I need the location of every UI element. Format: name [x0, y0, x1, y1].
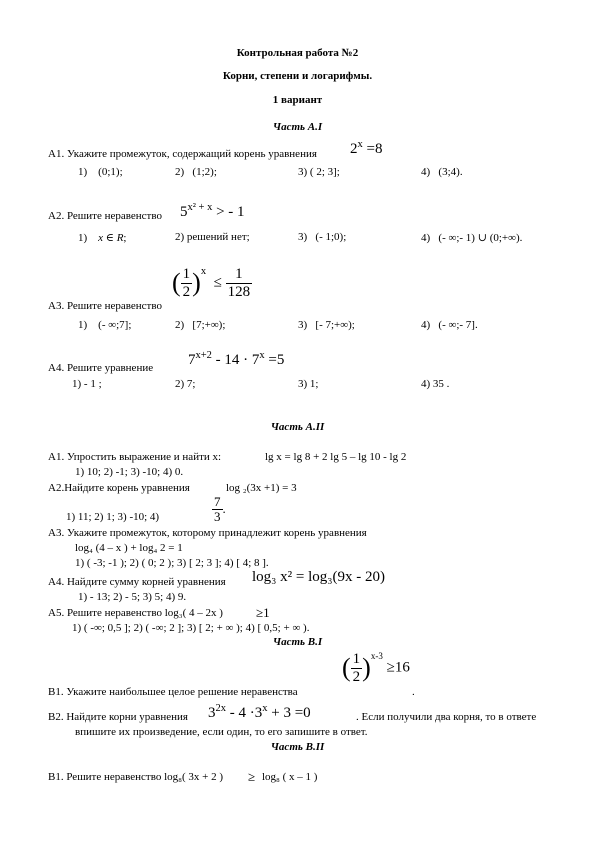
a4-question: А4. Решите уравнение [48, 362, 154, 374]
a3-option-1: 1) (- ∞;7]; [78, 319, 132, 331]
part-b1-title: Часть В.I [272, 636, 323, 648]
a2-option-1: 1) x ∈ R; [78, 232, 127, 244]
b2-question: В2. Найдите корни уравнения [48, 711, 188, 723]
document-title: Контрольная работа №2 [236, 47, 359, 59]
b1-question: В1. Укажите наибольшее целое решение неравенства [48, 686, 298, 698]
a1-equation [350, 139, 382, 158]
a2-question-text: А2. Решите неравенство [48, 210, 162, 222]
a1-eq-exp: x [357, 139, 363, 150]
a2-3-equation: log₄ (4 – x ) + log₄ 2 = 1 [75, 542, 183, 554]
a2-4-options: 1) - 13; 2) - 5; 3) 5; 4) 9. [78, 591, 187, 603]
a2-4-question: А4. Найдите сумму корней уравнения [48, 576, 226, 588]
b1-end: . [412, 686, 415, 698]
a2-option-2: 2) решений нет; [175, 231, 250, 243]
a1-option-2: 2) (1;2); [175, 166, 217, 178]
b2-1-rhs: log₈ ( x – 1 ) [262, 771, 318, 783]
variant-label: 1 вариант [272, 94, 323, 106]
a3-option-2: 2) [7;+∞); [175, 319, 226, 331]
a4-option-1: 1) - 1 ; [72, 378, 102, 390]
a4-equation: $7^{x+2} - 14 \cdot 7^x =5$ [188, 350, 285, 368]
a3-option-4: 4) (- ∞;- 7]. [421, 319, 478, 331]
a2-5-options: 1) ( -∞; 0,5 ]; 2) ( -∞; 2 ]; 3) [ 2; + ∞ ); 4) [ 0,5; + ∞ ). [72, 622, 310, 634]
a1-option-4: 4) (3;4). [421, 166, 463, 178]
a1-option-1: 1) (0;1); [78, 166, 123, 178]
a2-2-equation: log ₂(3x +1) = 3 [226, 482, 297, 494]
a2-5-question: А5. Решите неравенство log₃( 4 – 2x ) [48, 607, 223, 619]
a2-equation: $5^{x^2 + x}$ > - 1 [180, 202, 245, 220]
a3-frac: $\frac{1}{2}$ [182, 266, 191, 300]
a2-2-options: 1) 11; 2) 1; 3) -10; 4) [66, 511, 160, 523]
a2-5-relation: ≥1 [256, 605, 270, 620]
part-a1-title: Часть А.I [272, 121, 323, 133]
b2-1-question: В1. Решите неравенство log₈( 3x + 2 ) [48, 771, 224, 783]
a2-3-question: А3. Укажите промежуток, которому принадлежит корень уравнения [48, 527, 367, 539]
a2-option-4: 4) (- ∞;- 1) ∪ (0;+∞). [421, 232, 523, 244]
b2-tail-2: впишите их произведение, если один, то его запишите в ответ. [75, 726, 368, 738]
a2-option-3: 3) (- 1;0); [298, 231, 347, 243]
a1-option-3: 3) ( 2; 3]; [298, 166, 340, 178]
a1-eq-rhs: =8 [366, 141, 383, 157]
a2-1-question: А1. Упростить выражение и найти х: [48, 451, 222, 463]
a4-option-2: 2) 7; [175, 378, 196, 390]
a4-option-4: 4) 35 . [421, 378, 450, 390]
part-a2-title: Часть А.II [270, 421, 325, 433]
a2-4-equation: log₃ x² = log₃(9x - 20) [252, 569, 385, 585]
b2-1-relation: ≥ [248, 769, 256, 784]
a1-eq-base: 2 [350, 141, 358, 157]
a2-2-frac: $\frac{7}{3}$ . [214, 494, 226, 525]
document-subtitle: Корни, степени и логарифмы. [222, 70, 373, 82]
a3-question: А3. Решите неравенство [48, 300, 162, 312]
a2-1-options: 1) 10; 2) -1; 3) -10; 4) 0. [75, 466, 184, 478]
a3-inequality: ( $\frac{1}{2}$ )$^x$ ≤ $\frac{1}{128}$ [172, 266, 251, 300]
part-b2-title: Часть В.II [270, 741, 325, 753]
b1-inequality: ( $\frac{1}{2}$ )$^{x-3}$ ≥16 [342, 651, 410, 685]
a2-3-options: 1) ( -3; -1 ); 2) ( 0; 2 ); 3) [ 2; 3 ]; 4) [ 4; 8 ]. [75, 557, 269, 569]
a2-1-equation: lg x = lg 8 + 2 lg 5 – lg 10 - lg 2 [265, 451, 407, 463]
a2-2-question: А2.Найдите корень уравнения [48, 482, 190, 494]
a1-question: А1. Укажите промежуток, содержащий корень уравнения [48, 148, 317, 160]
a3-option-3: 3) [- 7;+∞); [298, 319, 355, 331]
b2-equation: $3^{2x} - 4 \cdot 3^x + 3 =0$ [208, 703, 311, 721]
b2-tail: . Если получили два корня, то в ответе [356, 711, 537, 723]
a3-rhs-frac: $\frac{1}{128}$ [227, 266, 251, 300]
a4-option-3: 3) 1; [298, 378, 319, 390]
